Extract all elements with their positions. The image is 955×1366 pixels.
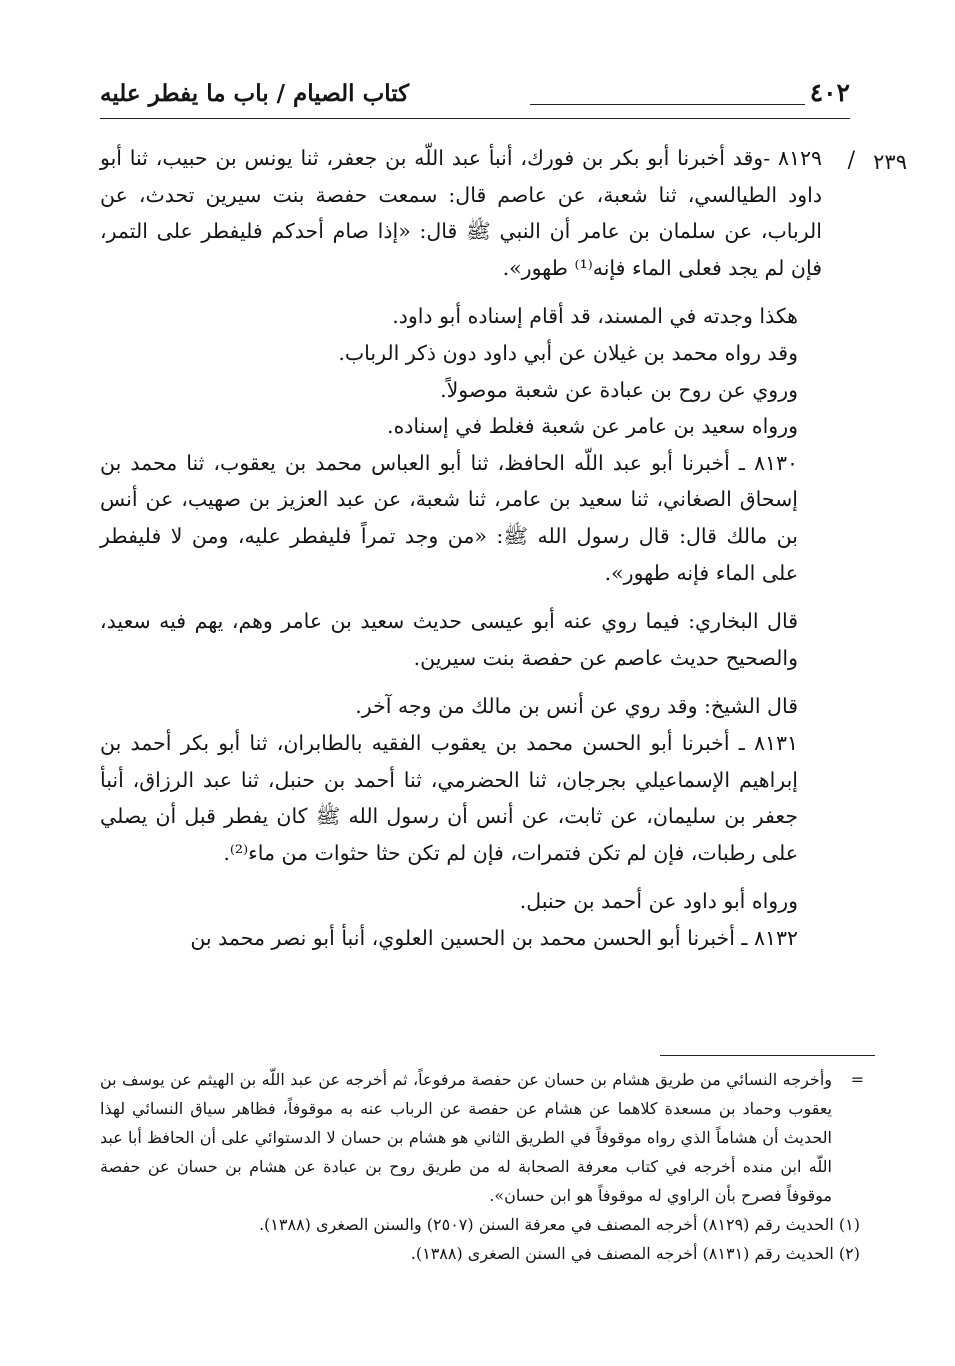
bukhari-comment: قال البخاري: فيما روي عنه أبو عيسى حديث سعيد بن عامر وهم، يهم فيه سعيد، والصحيح حديث عاصم عن حفصة بنت سيرين. [100,609,798,670]
hadith-8130: ٨١٣٠ ـ أخبرنا أبو عبد اللّه الحافظ، ثنا أبو العباس محمد بن يعقوب، ثنا محمد بن إسحاق الصغاني، ثنا سعيد بن عامر، ثنا شعبة، عن عبد العزيز بن صهيب، عن أنس بن مالك قال: قال رسول الله ﷺ: «من وجد تمراً فليفطر عليه، ومن لا فليفطر على الماء فإنه طهور». [100,450,798,585]
footnote-1: (١) الحديث رقم (٨١٢٩) أخرجه المصنف في معرفة السنن (٢٥٠٧) والسنن الصغرى (١٣٨٨). [258,1215,860,1234]
continuation-mark: = [850,1070,864,1089]
footnotes [100,1065,870,1268]
comment-line: وروي عن روح بن عبادة عن شعبة موصولاً. [440,377,798,402]
footnote-continuation-text: وأخرجه النسائي من طريق هشام بن حسان عن حفصة مرفوعاً، ثم أخرجه عن عبد اللّه بن الهيثم عن يوسف بن يعقوب وحماد بن مسعدة كلاهما عن هشام عن حفصة عن الرباب عنه به موقوفاً، فظاهر سياق النسائي لهذا الحديث أن هشاماً الذي رواه موقوفاً في الطريق الثاني هو هشام بن حسان لا الدستوائي على أن الحافظ أبا عبد اللّه ابن منده أخرجه في كتاب معرفة الصحابة له من طريق روح بن عبادة عن هشام بن حسان عن حفصة موقوفاً فصرح بأن الراوي له موقوفاً هو ابن حسان». [100,1070,832,1205]
comment-line: هكذا وجدته في المسند، قد أقام إسناده أبو داود. [392,304,798,329]
main-text [100,140,850,956]
running-title: كتاب الصيام / باب ما يفطر عليه [100,80,410,107]
comment-line: وقد رواه محمد بن غيلان عن أبي داود دون ذكر الرباب. [338,340,798,365]
shaykh-comment: قال الشيخ: وقد روي عن أنس بن مالك من وجه آخر. [355,694,798,719]
header-rule [530,104,805,105]
hadith-8132: ٨١٣٢ ـ أخبرنا أبو الحسن محمد بن الحسين العلوي، أنبأ أبو نصر محمد بن [190,925,798,950]
margin-page-break-marker: / [847,148,855,173]
abu-dawud-comment: ورواه أبو داود عن أحمد بن حنبل. [519,889,798,914]
hadith-8129: ٨١٢٩ -وقد أخبرنا أبو بكر بن فورك، أنبأ عبد اللّه بن جعفر، ثنا يونس بن حبيب، ثنا أبو داود الطيالسي، ثنا شعبة، عن عاصم قال: سمعت حفصة بنت سيرين تحدث، عن الرباب، عن سلمان بن عامر أن النبي ﷺ قال: «إذا صام أحدكم فليفطر على التمر، فإن لم يجد فعلى الماء فإنه⁽¹⁾ طهور». [100,146,822,280]
hadith-8131: ٨١٣١ ـ أخبرنا أبو الحسن محمد بن يعقوب الفقيه بالطابران، ثنا أبو بكر أحمد بن إبراهيم الإسماعيلي بجرجان، ثنا الحضرمي، ثنا أحمد بن حنبل، ثنا عبد الرزاق، أنبأ جعفر بن سليمان، عن ثابت، عن أنس أن رسول الله ﷺ كان يفطر قبل أن يصلي على رطبات، فإن لم تكن فتمرات، فإن لم تكن حثا حثوات من ماء⁽²⁾. [100,730,798,865]
footnote-continuation [100,1065,870,1210]
margin-volume-page: ٢٣٩ [873,150,907,174]
running-header [100,76,850,119]
page-number: ٤٠٢ [809,78,850,107]
footnote-2: (٢) الحديث رقم (٨١٣١) أخرجه المصنف في السنن الصغرى (١٣٨٨). [410,1244,860,1263]
comment-line: ورواه سعيد بن عامر عن شعبة فغلط في إسناده. [387,414,798,439]
footnote-separator [660,1055,875,1056]
